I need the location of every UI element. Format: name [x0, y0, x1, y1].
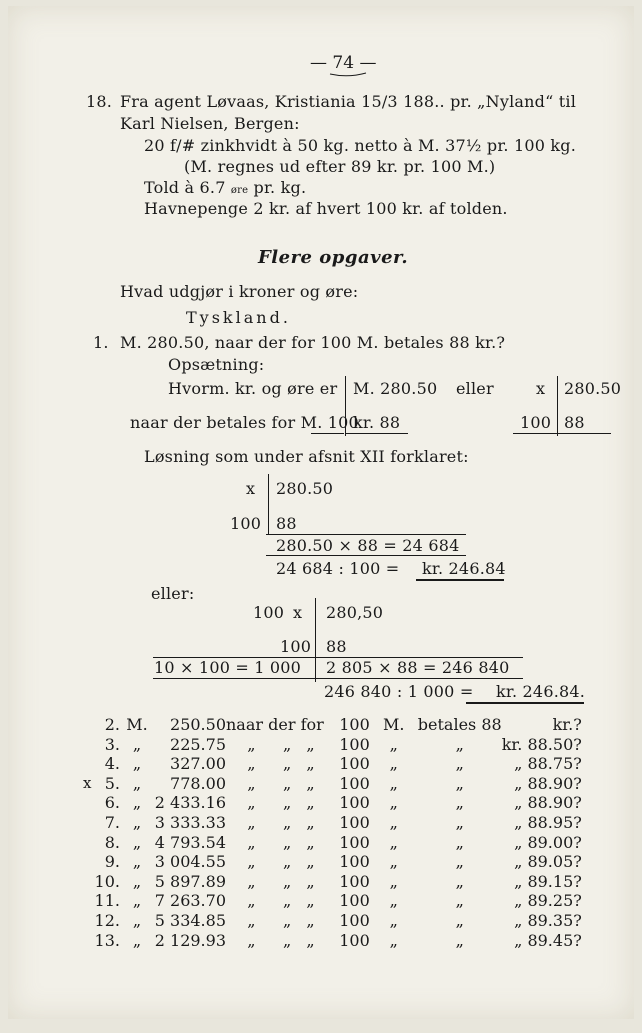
sol-div: 24 684 : 100 =	[276, 559, 400, 578]
base: 100	[339, 715, 370, 734]
ditto-mark: „	[389, 812, 398, 832]
ditto-mark: „	[455, 852, 464, 872]
rate: „ 88.95?	[514, 812, 582, 832]
exercise-number: 12.	[94, 910, 120, 930]
setup-right-underline	[513, 433, 611, 434]
sol-mult: 280.50 × 88 = 24 684	[276, 536, 460, 555]
sol-result: kr. 246.84	[422, 559, 506, 578]
exercise-number: 5.	[104, 773, 120, 793]
page-number-flourish	[328, 70, 368, 78]
ditto-mark: „	[306, 871, 315, 891]
ditto-mark: „	[455, 773, 464, 793]
ditto-mark: „	[247, 773, 256, 793]
amount: 250.50	[170, 715, 226, 734]
ditto-mark: „	[282, 852, 292, 872]
ditto-mark: „	[455, 871, 464, 891]
alt-result-underline	[466, 702, 584, 704]
exercise-number: 3.	[104, 734, 120, 754]
ditto-mark: „	[306, 852, 315, 872]
condition-text: naar der for	[226, 715, 324, 734]
problem-18-line-3: 20 f/# zinkhvidt à 50 kg. netto à M. 37½ pr. 100 kg.	[144, 136, 577, 155]
ditto-mark: „	[132, 832, 142, 852]
base: 100	[339, 734, 370, 754]
ditto-mark: „	[306, 832, 315, 852]
setup-row2-mid: kr. 88	[353, 413, 401, 432]
amount: 2 129.93	[154, 930, 226, 950]
amount: 5 897.89	[154, 871, 226, 891]
alt-rule-2	[153, 678, 523, 679]
exercise-number: 7.	[104, 812, 120, 832]
ditto-mark: „	[455, 930, 464, 950]
ditto-mark: „	[389, 832, 398, 852]
ditto-mark: „	[282, 812, 292, 832]
rate: „ 89.05?	[514, 852, 582, 872]
ditto-mark: „	[132, 793, 142, 813]
sol-rule-1	[266, 534, 466, 535]
ditto-mark: „	[306, 734, 315, 754]
ditto-mark: „	[306, 930, 315, 950]
ditto-mark: „	[455, 734, 464, 754]
question-line: Hvad udgjør i kroner og øre:	[120, 282, 359, 301]
exercise-row	[88, 715, 582, 735]
ditto-mark: „	[389, 773, 398, 793]
ditto-mark: „	[282, 930, 292, 950]
exercise-row	[88, 911, 582, 931]
amount: 3 004.55	[154, 852, 226, 872]
base: 100	[339, 852, 370, 872]
ditto-mark: „	[306, 754, 315, 774]
amount: 3 333.33	[154, 812, 226, 832]
exercise-row	[88, 833, 582, 853]
exercise-number: 11.	[94, 891, 120, 911]
pencil-mark: x	[83, 774, 92, 792]
base: 100	[339, 754, 370, 774]
ditto-mark: „	[282, 793, 292, 813]
ditto-mark: „	[132, 891, 142, 911]
setup-underline-100	[311, 433, 344, 434]
rate: kr. 88.50?	[501, 734, 582, 754]
setup-row2-right: 88	[564, 413, 585, 432]
losning-line: Løsning som under afsnit XII forklaret:	[144, 447, 469, 466]
base: 100	[339, 910, 370, 930]
ditto-mark: „	[247, 812, 256, 832]
ditto-mark: „	[389, 891, 398, 911]
eller-label: eller:	[151, 584, 195, 603]
rate: „ 89.00?	[514, 832, 582, 852]
exercise-number: 4.	[104, 754, 120, 774]
problem-18-line-1: Fra agent Løvaas, Kristiania 15/3 188.. pr. „Nyland“ til	[120, 92, 577, 111]
exercise-row	[88, 735, 582, 755]
ditto-mark: „	[247, 754, 256, 774]
rate: kr.?	[552, 715, 582, 734]
problem-18-line-6: Havnepenge 2 kr. af hvert 100 kr. af tolden.	[144, 199, 508, 218]
exercise-row	[88, 931, 582, 951]
ditto-mark: „	[247, 793, 256, 813]
amount: 327.00	[170, 754, 226, 774]
exercise-row	[88, 872, 582, 892]
alt-100b: 100	[280, 637, 312, 656]
ditto-mark: „	[132, 930, 142, 950]
ditto-mark: „	[132, 734, 142, 754]
section-heading: Flere opgaver.	[258, 247, 409, 268]
ditto-mark: „	[306, 891, 315, 911]
country-heading: Tyskland.	[186, 308, 291, 327]
rate: „ 89.35?	[514, 910, 582, 930]
ditto-mark: „	[247, 910, 256, 930]
base: 100	[339, 773, 370, 793]
ditto-mark: „	[282, 910, 292, 930]
page-number: — 74 —	[310, 53, 377, 73]
ditto-mark: „	[389, 793, 398, 813]
exercise-row	[88, 852, 582, 872]
setup-x: x	[536, 379, 546, 398]
rate: „ 89.15?	[514, 871, 582, 891]
sol-result-underline	[416, 579, 504, 581]
alt-x: x	[293, 603, 303, 622]
ditto-mark: „	[282, 832, 292, 852]
exercise-row	[88, 793, 582, 813]
ditto-mark: „	[455, 754, 464, 774]
amount: 778.00	[170, 773, 226, 793]
toll-unit: øre	[230, 185, 249, 196]
setup-eller: eller	[456, 379, 494, 398]
alt-divider	[315, 598, 316, 682]
exercise-list	[88, 715, 582, 950]
ditto-mark: „	[389, 930, 398, 950]
ditto-mark: „	[455, 832, 464, 852]
toll-per: pr. kg.	[253, 178, 307, 197]
ditto-mark: „	[455, 910, 464, 930]
setup-row1-mid: M. 280.50	[353, 379, 438, 398]
rate: „ 88.90?	[514, 793, 582, 813]
alt-100a: 100	[253, 603, 285, 622]
opsaetning-label: Opsætning:	[168, 355, 265, 374]
rate: „ 89.25?	[514, 891, 582, 911]
ditto-mark: „	[247, 871, 256, 891]
amount: 2 433.16	[154, 793, 226, 813]
ditto-mark: „	[282, 891, 292, 911]
amount: 4 793.54	[154, 832, 226, 852]
ditto-mark: „	[132, 773, 142, 793]
ditto-mark: „	[306, 910, 315, 930]
exercise-number: 6.	[104, 793, 120, 813]
sol-rule-2	[266, 555, 466, 556]
ditto-mark: „	[247, 832, 256, 852]
ditto-mark: „	[389, 871, 398, 891]
rate: „ 88.90?	[514, 773, 582, 793]
setup-row2-hundred: 100	[520, 413, 552, 432]
exercise-number: 10.	[94, 871, 120, 891]
exercise-row	[88, 813, 582, 833]
exercise-row	[88, 754, 582, 774]
alt-result: kr. 246.84.	[496, 682, 586, 701]
rate: „ 88.75?	[514, 754, 582, 774]
base-unit: M.	[383, 715, 405, 734]
ditto-mark: „	[389, 754, 398, 774]
ditto-mark: „	[455, 891, 464, 911]
ditto-mark: „	[247, 852, 256, 872]
problem-18-line-2: Karl Nielsen, Bergen:	[120, 114, 300, 133]
ditto-mark: „	[389, 734, 398, 754]
ditto-mark: „	[132, 812, 142, 832]
condition-tail: betales 88	[417, 715, 502, 734]
exercise-number: 2.	[104, 715, 120, 734]
setup-underline-88	[346, 433, 408, 434]
ditto-mark: „	[282, 754, 292, 774]
base: 100	[339, 930, 370, 950]
setup-right-divider	[557, 376, 558, 436]
base: 100	[339, 891, 370, 911]
alt-left-eq: 10 × 100 = 1 000	[154, 658, 302, 677]
ditto-mark: „	[247, 891, 256, 911]
ditto-mark: „	[132, 871, 142, 891]
book-page	[8, 6, 634, 1019]
amount: 7 263.70	[154, 891, 226, 911]
ditto-mark: „	[132, 754, 142, 774]
problem-18-line-4: (M. regnes ud efter 89 kr. pr. 100 M.)	[184, 157, 496, 176]
exercise-row	[88, 774, 582, 794]
sol-x: x	[246, 479, 256, 498]
ditto-mark: „	[132, 852, 142, 872]
ditto-mark: „	[282, 773, 292, 793]
base: 100	[339, 793, 370, 813]
sol-100: 100	[230, 514, 262, 533]
alt-div: 246 840 : 1 000 =	[324, 682, 474, 701]
sol-88: 88	[276, 514, 297, 533]
exercise-number: 9.	[104, 852, 120, 872]
base: 100	[339, 871, 370, 891]
base: 100	[339, 812, 370, 832]
toll-rate: Told à 6.7	[144, 178, 226, 197]
sol-val: 280.50	[276, 479, 334, 498]
setup-row1-left: Hvorm. kr. og øre er	[168, 379, 338, 398]
setup-row1-right: 280.50	[564, 379, 622, 398]
rate: „ 89.45?	[514, 930, 582, 950]
problem-1-text: M. 280.50, naar der for 100 M. betales 88 kr.?	[120, 333, 506, 352]
ditto-mark: „	[306, 793, 315, 813]
ditto-mark: „	[132, 910, 142, 930]
ditto-mark: „	[389, 852, 398, 872]
ditto-mark: „	[282, 734, 292, 754]
sol-divider	[268, 474, 269, 534]
exercise-row	[88, 891, 582, 911]
amount: 5 334.85	[154, 910, 226, 930]
currency: M.	[126, 715, 148, 734]
ditto-mark: „	[247, 734, 256, 754]
ditto-mark: „	[455, 812, 464, 832]
alt-right-eq: 2 805 × 88 = 246 840	[326, 658, 510, 677]
ditto-mark: „	[282, 871, 292, 891]
ditto-mark: „	[455, 793, 464, 813]
problem-1-number: 1.	[93, 333, 109, 352]
problem-18-number: 18.	[86, 92, 113, 111]
alt-val: 280,50	[326, 603, 384, 622]
amount: 225.75	[170, 734, 226, 754]
exercise-number: 8.	[104, 832, 120, 852]
exercise-number: 13.	[94, 930, 120, 950]
alt-88: 88	[326, 637, 347, 656]
setup-row2-left: naar der betales for M. 100	[130, 413, 359, 432]
ditto-mark: „	[389, 910, 398, 930]
ditto-mark: „	[306, 773, 315, 793]
base: 100	[339, 832, 370, 852]
ditto-mark: „	[247, 930, 256, 950]
ditto-mark: „	[306, 812, 315, 832]
problem-18-line-5	[144, 178, 306, 197]
